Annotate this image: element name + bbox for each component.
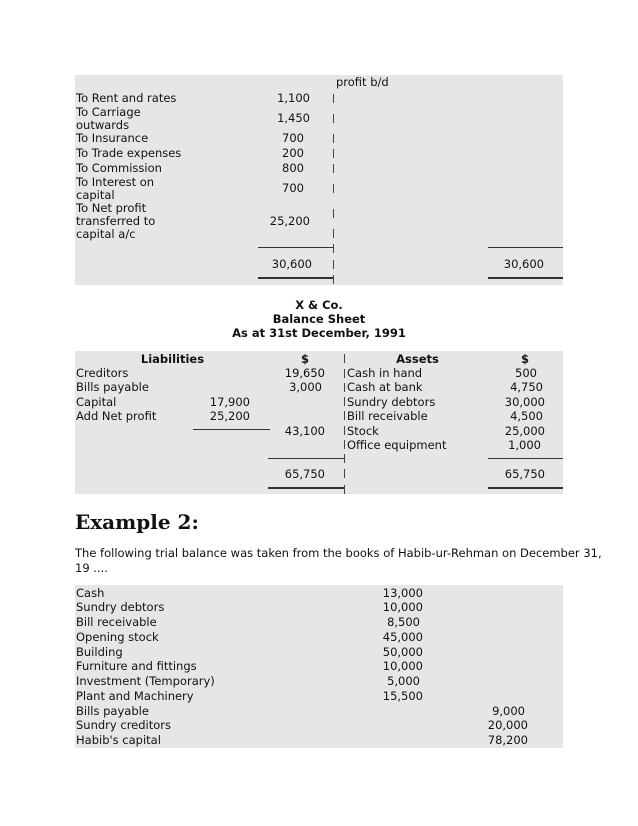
tb-row-label: Plant and Machinery — [76, 689, 194, 703]
divider-mark — [344, 426, 345, 435]
tb-row-label: Cash — [76, 586, 105, 600]
balance-sheet-date: As at 31st December, 1991 — [232, 326, 406, 340]
assets-header: Assets — [396, 352, 439, 366]
divider-mark — [333, 244, 334, 253]
company-name: X & Co. — [295, 298, 343, 312]
pl-row-amount: 1,100 — [277, 91, 310, 105]
asset-label: Office equipment — [347, 438, 447, 452]
asset-amount: 30,000 — [504, 395, 545, 409]
pl-row-label: To Interest on — [76, 175, 155, 189]
tb-row-label: Bills payable — [76, 704, 149, 718]
tb-row-label: Investment (Temporary) — [76, 674, 215, 688]
pl-total-left: 30,600 — [271, 257, 312, 271]
tb-debit: 45,000 — [382, 630, 423, 644]
pl-row-label: To Net profit — [76, 201, 147, 215]
liability-sub-amount: 17,900 — [209, 395, 250, 409]
pl-row-amount: 1,450 — [277, 111, 310, 125]
liability-label: Add Net profit — [76, 409, 157, 423]
divider-mark — [344, 354, 345, 363]
divider-mark — [344, 397, 345, 406]
pl-row-label: To Insurance — [76, 131, 149, 145]
liability-amount: 3,000 — [289, 380, 322, 394]
tb-debit: 8,500 — [387, 615, 420, 629]
divider-mark — [333, 164, 334, 173]
divider-mark — [344, 411, 345, 420]
total-rule-right — [488, 247, 563, 248]
pl-total-right: 30,600 — [503, 257, 544, 271]
asset-label: Bill receivable — [347, 409, 428, 423]
divider-mark — [333, 114, 334, 123]
divider-mark — [333, 94, 334, 103]
balance-sheet-title: Balance Sheet — [272, 312, 366, 326]
profit-bd-label: profit b/d — [336, 75, 389, 89]
pl-row-amount: 200 — [282, 146, 304, 160]
tb-row-label: Furniture and fittings — [76, 659, 197, 673]
currency-header-left: $ — [300, 352, 309, 366]
divider-mark — [344, 383, 345, 392]
tb-credit: 9,000 — [492, 704, 525, 718]
pl-row-label: To Rent and rates — [76, 91, 177, 105]
tb-debit: 15,500 — [382, 689, 423, 703]
pl-row-amount: 700 — [282, 181, 304, 195]
pl-row-label: transferred to — [76, 214, 156, 228]
pl-row-label: outwards — [76, 118, 130, 132]
subtotal-rule — [193, 429, 270, 430]
tb-row-label: Habib's capital — [76, 733, 161, 747]
pl-row-amount: 700 — [282, 131, 304, 145]
double-rule-right — [488, 487, 563, 489]
intro-text: The following trial balance was taken from the books of Habib-ur-Rehman on December 31, — [75, 546, 602, 560]
divider-mark — [333, 260, 334, 269]
asset-label: Stock — [347, 424, 379, 438]
tb-row-label: Opening stock — [76, 630, 159, 644]
divider-mark — [333, 229, 334, 238]
asset-label: Cash at bank — [347, 380, 423, 394]
liability-label: Bills payable — [76, 380, 149, 394]
tb-row-label: Sundry creditors — [76, 718, 171, 732]
asset-amount: 4,500 — [510, 409, 543, 423]
liability-sub-amount: 25,200 — [209, 409, 250, 423]
tb-credit: 20,000 — [487, 718, 528, 732]
pl-row-amount: 25,200 — [269, 214, 310, 228]
total-rule-left — [268, 458, 345, 459]
total-rule-right — [488, 458, 563, 459]
liability-label: Creditors — [76, 366, 129, 380]
tb-debit: 10,000 — [382, 600, 423, 614]
pl-row-label: To Carriage — [76, 105, 141, 119]
intro-text: 19 .... — [75, 561, 108, 575]
tb-debit: 50,000 — [382, 645, 423, 659]
pl-row-label: To Commission — [76, 161, 162, 175]
asset-amount: 1,000 — [508, 438, 541, 452]
capital-total: 43,100 — [284, 424, 325, 438]
divider-mark — [344, 485, 345, 494]
asset-amount: 500 — [515, 366, 537, 380]
divider-mark — [344, 440, 345, 449]
divider-mark — [333, 134, 334, 143]
divider-mark — [333, 275, 334, 284]
divider-mark — [333, 184, 334, 193]
bs-total-right: 65,750 — [504, 467, 545, 481]
total-rule-left — [258, 247, 333, 248]
liabilities-header: Liabilities — [140, 352, 205, 366]
double-rule-left — [258, 277, 333, 279]
currency-header-right: $ — [520, 352, 529, 366]
tb-debit: 13,000 — [382, 586, 423, 600]
asset-amount: 4,750 — [510, 380, 543, 394]
tb-debit: 5,000 — [387, 674, 420, 688]
asset-amount: 25,000 — [504, 424, 545, 438]
liability-amount: 19,650 — [284, 366, 325, 380]
pl-row-label: To Trade expenses — [76, 146, 182, 160]
tb-row-label: Sundry debtors — [76, 600, 165, 614]
asset-label: Sundry debtors — [347, 395, 436, 409]
asset-label: Cash in hand — [347, 366, 423, 380]
pl-row-label: capital — [76, 188, 115, 202]
double-rule-left — [268, 487, 345, 489]
example-heading: Example 2: — [75, 510, 199, 534]
divider-mark — [344, 369, 345, 378]
divider-mark — [333, 209, 334, 218]
tb-debit: 10,000 — [382, 659, 423, 673]
pl-row-label: capital a/c — [76, 227, 136, 241]
divider-mark — [333, 149, 334, 158]
bs-total-left: 65,750 — [284, 467, 325, 481]
pl-row-amount: 800 — [282, 161, 304, 175]
divider-mark — [344, 469, 345, 478]
tb-credit: 78,200 — [487, 733, 528, 747]
tb-row-label: Building — [76, 645, 123, 659]
liability-label: Capital — [76, 395, 117, 409]
double-rule-right — [488, 277, 563, 279]
tb-row-label: Bill receivable — [76, 615, 157, 629]
